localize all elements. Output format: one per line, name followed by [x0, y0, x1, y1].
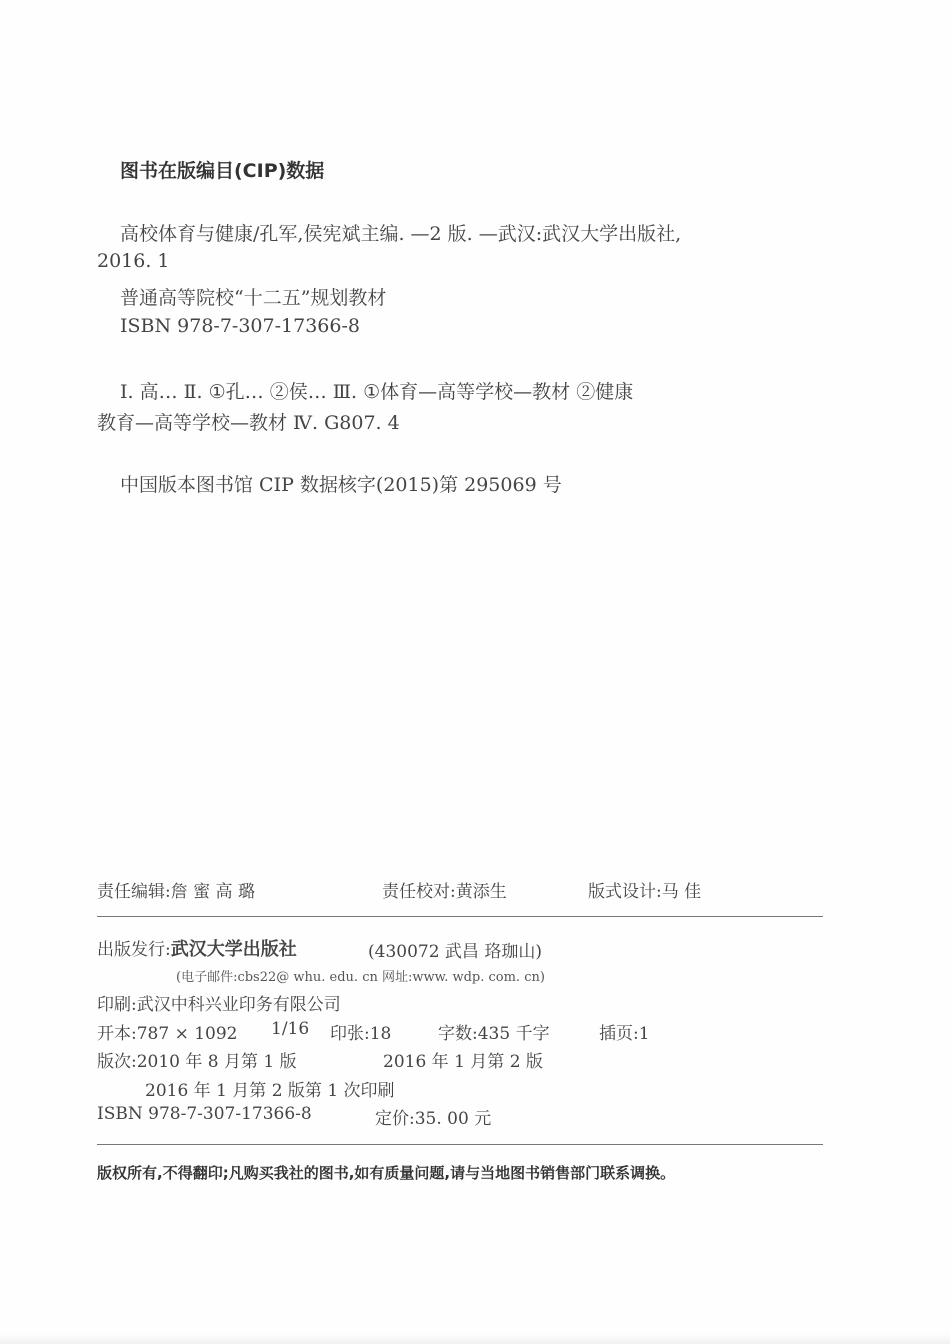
cip-series: 普通高等院校“十二五”规划教材 [120, 287, 387, 309]
cip-classification-line2: 教育—高等学校—教材 Ⅳ. G807. 4 [97, 412, 400, 434]
divider-top [97, 916, 823, 917]
edition-line2: 2016 年 1 月第 2 版 [383, 1052, 543, 1072]
copyright-notice: 版权所有,不得翻印;凡购买我社的图书,如有质量问题,请与当地图书销售部门联系调换。 [97, 1164, 676, 1182]
price-line: 定价:35. 00 元 [375, 1109, 492, 1129]
scan-edge [0, 1334, 950, 1344]
cip-description-line1: 高校体育与健康/孔军,侯宪斌主编. —2 版. —武汉:武汉大学出版社, [120, 223, 682, 245]
inserts-line: 插页:1 [599, 1024, 650, 1044]
printing-line: 2016 年 1 月第 2 版第 1 次印刷 [145, 1081, 395, 1101]
publish-block [97, 935, 297, 961]
credit-editor: 责任编辑:詹 蜜 高 璐 [97, 882, 255, 902]
credit-designer: 版式设计:马 佳 [588, 882, 702, 902]
cip-description-line2: 2016. 1 [97, 250, 170, 272]
publish-isbn: ISBN 978-7-307-17366-8 [97, 1104, 312, 1124]
edition-line1: 版次:2010 年 8 月第 1 版 [97, 1052, 297, 1072]
publish-label: 出版发行: [97, 940, 171, 960]
publisher-address: (430072 武昌 珞珈山) [368, 942, 542, 962]
printer-line: 印刷:武汉中科兴业印务有限公司 [97, 995, 341, 1015]
divider-bottom [97, 1144, 823, 1145]
publisher-name: 武汉大学出版社 [170, 939, 297, 960]
fold-line: 1/16 [271, 1019, 310, 1039]
cip-classification-line1: Ⅰ. 高… Ⅱ. ①孔… ②侯… Ⅲ. ①体育—高等学校—教材 ②健康 [120, 381, 634, 403]
publisher-contact: (电子邮件:cbs22@ whu. edu. cn 网址:www. wdp. com. cn) [176, 970, 545, 985]
cip-library-number: 中国版本图书馆 CIP 数据核字(2015)第 295069 号 [120, 474, 562, 496]
format-line: 开本:787 × 1092 [97, 1024, 238, 1044]
cip-title: 图书在版编目(CIP)数据 [120, 160, 325, 182]
cip-isbn: ISBN 978-7-307-17366-8 [120, 315, 360, 337]
credit-proofreader: 责任校对:黄添生 [382, 882, 507, 902]
sheets-line: 印张:18 [330, 1024, 392, 1044]
words-line: 字数:435 千字 [438, 1024, 550, 1044]
